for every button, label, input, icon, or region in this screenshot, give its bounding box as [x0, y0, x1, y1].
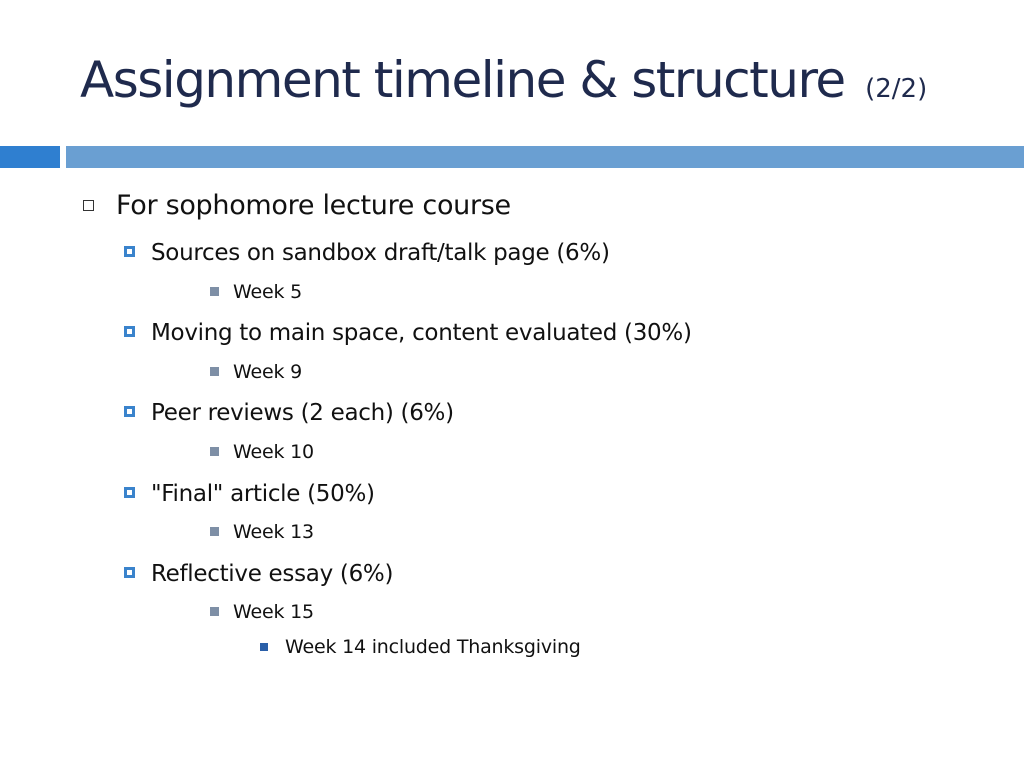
small-square-bullet-icon	[260, 643, 268, 651]
bullet-note-thanksgiving: Week 14 included Thanksgiving	[285, 636, 581, 658]
accent-bar-right	[66, 146, 1024, 168]
framed-square-bullet-icon	[124, 326, 135, 337]
bullet-item-sources: Sources on sandbox draft/talk page (6%)	[151, 240, 610, 266]
slide-title	[80, 50, 927, 110]
bullet-item-reflective-essay: Reflective essay (6%)	[151, 561, 394, 587]
filled-square-bullet-icon	[210, 447, 219, 456]
filled-square-bullet-icon	[210, 367, 219, 376]
framed-square-bullet-icon	[124, 567, 135, 578]
framed-square-bullet-icon	[124, 487, 135, 498]
bullet-item-final-article: "Final" article (50%)	[151, 481, 375, 507]
filled-square-bullet-icon	[210, 527, 219, 536]
accent-bar-left	[0, 146, 60, 168]
bullet-week-final-article: Week 13	[233, 521, 314, 543]
bullet-week-main-space: Week 9	[233, 361, 302, 383]
bullet-item-peer-reviews: Peer reviews (2 each) (6%)	[151, 400, 454, 426]
slide-title-suffix: (2/2)	[865, 74, 928, 104]
filled-square-bullet-icon	[210, 607, 219, 616]
filled-square-bullet-icon	[210, 287, 219, 296]
bullet-heading: For sophomore lecture course	[116, 190, 511, 221]
bullet-week-peer-reviews: Week 10	[233, 441, 314, 463]
framed-square-bullet-icon	[124, 246, 135, 257]
slide-title-text: Assignment timeline & structure	[80, 51, 845, 109]
hollow-square-bullet-icon	[83, 200, 94, 211]
framed-square-bullet-icon	[124, 406, 135, 417]
bullet-item-main-space: Moving to main space, content evaluated (30%)	[151, 320, 692, 346]
bullet-week-sources: Week 5	[233, 281, 302, 303]
bullet-week-reflective-essay: Week 15	[233, 601, 314, 623]
